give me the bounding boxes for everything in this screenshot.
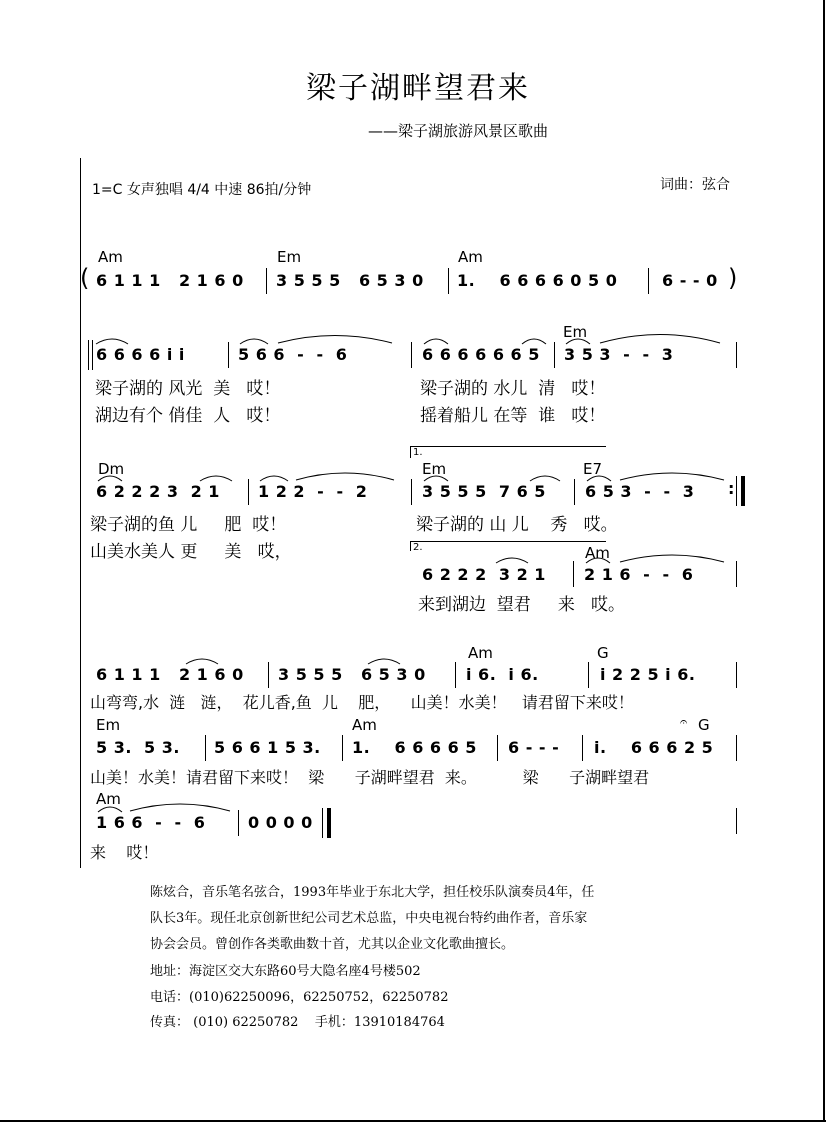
- volta-label: 1.: [413, 447, 423, 458]
- slur: [240, 339, 268, 344]
- note-bar: 3 5 3 - - 3: [564, 345, 674, 364]
- note-bar: 5 3. 5 3.: [96, 738, 180, 757]
- chord-label: E7: [583, 460, 603, 478]
- slur: [586, 558, 610, 563]
- tie: [278, 336, 392, 344]
- note-bar: 3 5 5 5 6 5 3 0: [276, 271, 424, 290]
- note-bar: 1 6 6 - - 6: [96, 813, 206, 832]
- chord-label: Am: [98, 248, 123, 266]
- slur: [96, 339, 128, 344]
- volta-label: 2.: [413, 542, 423, 553]
- lyric-line: 摇着船儿 在等 谁 哎！: [420, 406, 606, 426]
- note-bar: 6 6 6 6 6 6 5: [422, 345, 540, 364]
- repeat-dots: :: [728, 479, 735, 498]
- slur: [260, 476, 288, 481]
- tie: [296, 473, 394, 480]
- tie: [620, 473, 724, 480]
- tie: [620, 555, 724, 562]
- lyric-line: 湖边有个 俏佳 人 哎！: [95, 406, 281, 426]
- slur: [566, 339, 590, 344]
- chord-label: G: [597, 644, 609, 662]
- note-bar: 6 - - -: [508, 738, 560, 757]
- fermata-icon: 𝄐: [680, 715, 688, 730]
- note-bar: 6 2 2 2 3 2 1: [422, 565, 546, 584]
- lyric-line: 梁子湖的 风光 美 哎！: [95, 379, 281, 399]
- bio-line: 陈炫合，音乐笔名弦合，1993年毕业于东北大学，担任校乐队演奏员4年，任: [150, 885, 595, 900]
- slur: [587, 476, 611, 481]
- note-bar: 1. 6 6 6 6 0 5 0: [457, 271, 618, 290]
- note-bar: 3 5 5 5 7 6 5: [422, 482, 546, 501]
- chord-label: G: [698, 716, 710, 734]
- chord-label: Em: [277, 248, 302, 266]
- slur: [368, 659, 400, 664]
- note-bar: 6 2 2 2 3 2 1: [96, 482, 220, 501]
- bio-line: 协会会员。曾创作各类歌曲数十首，尤其以企业文化歌曲擅长。: [150, 937, 515, 952]
- song-title: 梁子湖畔望君来: [306, 71, 530, 106]
- chord-label: Am: [585, 544, 610, 562]
- fax-line: 传真： (010) 62250782 手机：13910184764: [150, 1015, 445, 1030]
- chord-label: Am: [352, 716, 377, 734]
- chord-label: Em: [96, 716, 121, 734]
- lyric-line: 梁子湖的 山 儿 秀 哎。: [416, 515, 618, 535]
- tie: [600, 335, 720, 344]
- slur: [200, 476, 232, 481]
- chord-label: Am: [468, 644, 493, 662]
- tie: [130, 804, 230, 811]
- note-bar: 0 0 0 0: [248, 813, 313, 832]
- note-bar: 5 6 6 - - 6: [238, 345, 348, 364]
- note-bar: i 6. i 6.: [466, 665, 539, 684]
- chord-label: Em: [563, 323, 588, 341]
- slur: [424, 476, 448, 481]
- slur: [496, 558, 528, 563]
- paren-close: ): [728, 264, 738, 292]
- note-bar: 6 6 6 6 i i: [96, 345, 185, 364]
- note-bar: 2 1 6 - - 6: [584, 565, 694, 584]
- address-line: 地址：海淀区交大东路60号大隐名座4号楼502: [150, 964, 421, 979]
- note-bar: 6 - - 0: [662, 271, 718, 290]
- slur: [98, 476, 122, 481]
- chord-label: Am: [96, 790, 121, 808]
- paren-open: (: [80, 264, 90, 292]
- key-tempo-info: 1=C 女声独唱 4/4 中速 86拍/分钟: [92, 182, 312, 198]
- slur: [424, 339, 448, 344]
- slur: [522, 339, 546, 344]
- note-bar: 3 5 5 5 6 5 3 0: [278, 665, 426, 684]
- note-bar: 1. 6 6 6 6 5: [352, 738, 477, 757]
- note-bar: 1 2 2 - - 2: [258, 482, 368, 501]
- slur: [98, 807, 122, 812]
- slurs: [96, 335, 724, 813]
- lyric-line: 梁子湖的鱼 儿 肥 哎！: [90, 515, 287, 535]
- chord-label: Am: [458, 248, 483, 266]
- lyric-line: 来到湖边 望君 来 哎。: [418, 595, 626, 615]
- slur: [530, 476, 560, 481]
- lyric-line: 山弯弯,水 涟 涟， 花儿香,鱼 儿 肥， 山美！水美！ 请君留下来哎！: [90, 693, 634, 712]
- lyric-line: 梁子湖的 水儿 清 哎！: [420, 379, 606, 399]
- note-bar: i 2 2 5 i 6.: [600, 665, 696, 684]
- note-bar: i. 6 6 6 2 5: [594, 738, 714, 757]
- chord-label: Em: [422, 460, 447, 478]
- lyric-line: 来 哎！: [90, 843, 159, 862]
- credits: 词曲：弦合: [660, 177, 730, 193]
- note-bar: 6 1 1 1 2 1 6 0: [96, 271, 244, 290]
- lyric-line: 山美水美人 更 美 哎，: [90, 542, 292, 562]
- slur: [186, 659, 218, 664]
- song-subtitle: ——梁子湖旅游风景区歌曲: [368, 122, 549, 140]
- note-bar: 5 6 6 1 5 3.: [214, 738, 321, 757]
- phone-line: 电话：(010)62250096，62250752，62250782: [150, 990, 449, 1005]
- chord-label: Dm: [98, 460, 125, 478]
- lyric-line: 山美！水美！请君留下来哎！ 梁 子湖畔望君 来。 梁 子湖畔望君: [90, 768, 650, 787]
- note-bar: 6 5 3 - - 3: [585, 482, 695, 501]
- note-bar: 6 1 1 1 2 1 6 0: [96, 665, 244, 684]
- bio-line: 队长3年。现任北京创新世纪公司艺术总监，中央电视台特约曲作者，音乐家: [150, 911, 588, 926]
